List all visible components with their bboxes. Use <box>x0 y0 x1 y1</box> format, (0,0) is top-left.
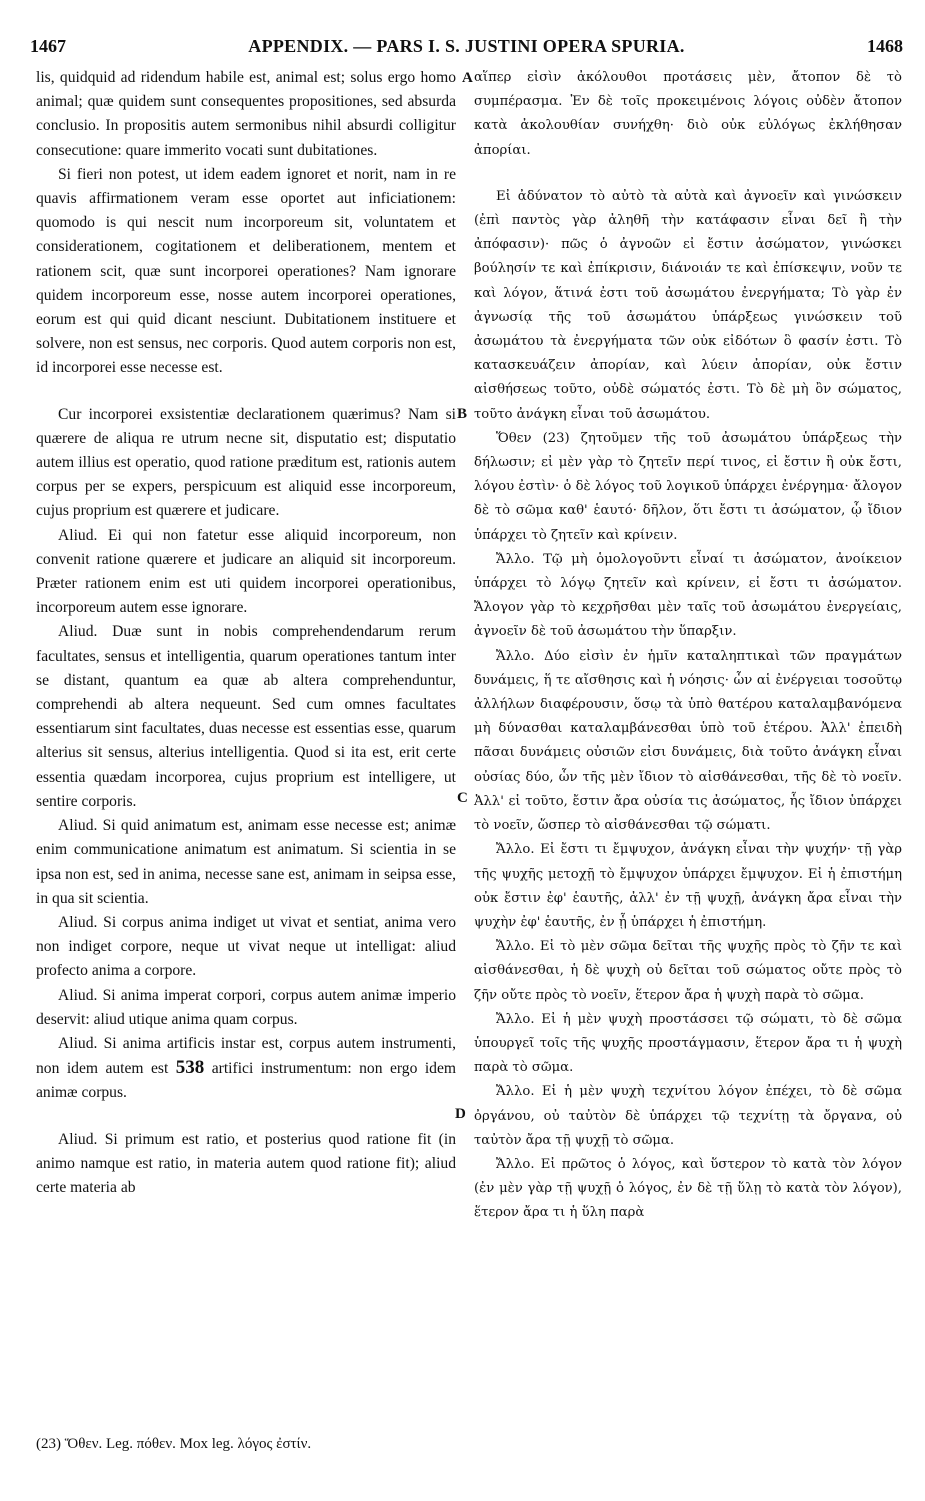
left-page-number: 1467 <box>30 36 66 56</box>
greek-column <box>474 66 902 1226</box>
greek-paragraph: Ἄλλο. Εἰ τὸ μὲν σῶμα δεῖται τῆς ψυχῆς πρὸς τὸ ζῆν τε καὶ αἰσθάνεσθαι, ἡ δὲ ψυχὴ οὐ δεῖται τοῦ σώματος οὔτε πρὸς τὸ ζῆν οὔτε πρὸς τὸ νοεῖν, ἕτερον ἄρα ἡ ψυχὴ παρὰ τὸ σῶμα. <box>474 939 902 1003</box>
latin-column <box>36 66 456 1200</box>
margin-marker-b: B <box>457 406 468 422</box>
right-page-number: 1468 <box>867 36 903 56</box>
latin-paragraph: Aliud. Duæ sunt in nobis comprehendendarum rerum facultates, sensus et intelligentia, quarum operationes tantum inter se distant, quantum ea quæ ab altera comprehenduntur, comprehendi ab altera nequeunt. Sed cum omnes facultates essentiarum sint facultates, duas necesse est essentias esse, quarum alterius sit sensus, alterius intelligentia. Quod si ita est, erit certe essentia quædam incorporea, cujus proprium est intelligere, ut sentire corporis. <box>36 623 456 810</box>
greek-paragraph: Εἰ ἀδύνατον τὸ αὐτὸ τὰ αὐτὰ καὶ ἀγνοεῖν καὶ γινώσκειν (ἐπὶ παντὸς γὰρ ἀληθῆ τὴν κατάφασιν εἶναι δεῖ ἢ τὴν ἀπόφασιν)· πῶς ὁ ἀγνοῶν εἰ ἔστιν ἀσώματον, γινώσκει βούλησίν τε καὶ ἐπίκρισιν, διάνοιάν τε καὶ ἐπίσκεψιν, νοῦν τε καὶ λόγον, ἅτινά ἐστι τοῦ ἀσωμάτου ἐνεργήματα; Τὸ γὰρ ἐν ἀγνωσίᾳ τῆς τοῦ ἀσωμάτου ὑπάρξεως γινώσκειν τοῦ ἀσωμάτου τὰ ἐνεργήματα τῶν οὐκ εἰδότων ὃ φασίν ἐστι. Τὸ κατασκευάζειν ἀπορίαν, καὶ λύειν ἀπορίαν, οὐκ ἔστιν αἰσθήσεως τοῦτο, οὐδὲ σώματός ἐστι. Τὸ δὲ μὴ ὂν σώματος, τοῦτο ἀνάγκη εἶναι τοῦ ἀσωμάτου. <box>474 188 902 422</box>
footnote: (23) Ὅθεν. Leg. πόθεν. Mox leg. λόγος ἐστίν. <box>36 1436 312 1452</box>
latin-text: artifici instrumentum: non ergo idem animæ corpus. <box>36 1060 457 1102</box>
latin-paragraph: Aliud. Ei qui non fatetur esse aliquid incorporeum, non convenit ratione quærere et judicare an aliquid sit incorporeum. Præter rationem enim est uti quidem incorporei operationibus, incorporeum autem esse ignorare. <box>36 526 456 617</box>
greek-paragraph: Ἄλλο. Δύο εἰσὶν ἐν ἡμῖν καταληπτικαὶ τῶν πραγμάτων δυνάμεις, ἥ τε αἴσθησις καὶ ἡ νόησις· ὧν αἱ ἐνέργειαι τοσοῦτῳ ἀλλήλων διαφέρουσιν, ὅσῳ τὰ ὑπὸ θατέρου καταλαμβανόμενα μὴ δύνασθαι καταλαμβάνεσθαι ὑπὸ τοῦ ἑτέρου. Ἀλλ' ἐπειδὴ πᾶσαι δυνάμεις οὐσιῶν εἰσι δυνάμεις, διὰ τοῦτο ἀνάγκη εἶναι οὐσίας δύο, ὧν τῆς μὲν ἴδιον τὸ αἰσθάνεσθαι, τῆς δὲ τὸ νοεῖν. Ἀλλ' εἰ τοῦτο, ἔστιν ἄρα οὐσία τις ἀσώματος, ἧς ἴδιον ὑπάρχει τὸ νοεῖν, ὥσπερ τὸ αἰσθάνεσθαι τῷ σώματι. <box>474 648 902 834</box>
latin-paragraph: Aliud. Si quid animatum est, animam esse necesse est; animæ enim communicatione animatum est animatum. Si scientia in se ipsa non est, sed in anima, necesse sane est, animam in seipsa esse, in qua sit scientia. <box>36 817 456 907</box>
latin-paragraph: Aliud. Si anima imperat corpori, corpus autem animæ imperio deservit: aliud utique anima quam corpus. <box>36 986 456 1028</box>
running-title: APPENDIX. — PARS I. S. JUSTINI OPERA SPURIA. <box>248 36 685 56</box>
greek-paragraph: Ἄλλο. Εἰ ἡ μὲν ψυχὴ προστάσσει τῷ σώματι, τὸ δὲ σῶμα ὑπουργεῖ τοῖς τῆς ψυχῆς προστάγμασιν, ἕτερον ἄρα τι ἡ ψυχὴ παρὰ τὸ σῶμα. <box>474 1011 902 1076</box>
margin-marker-a: A <box>462 70 473 86</box>
latin-paragraph: Aliud. Si corpus anima indiget ut vivat et sentiat, anima vero non indiget corpore, neque ut vivat neque ut intelligat: aliud profecto anima a corpore. <box>36 913 456 980</box>
greek-paragraph: αἵπερ εἰσὶν ἀκόλουθοι προτάσεις μὲν, ἄτοπον δὲ τὸ συμπέρασμα. Ἐν δὲ τοῖς προκειμένοις λόγοις οὐδὲν ἄτοπον κατὰ ἀκολουθίαν συνήχθη· διὸ οὐκ εὐλόγως ἐκλήθησαν ἀπορίαι. <box>474 70 902 158</box>
column-number: 538 <box>175 1057 205 1079</box>
latin-paragraph-with-colnum <box>36 1032 456 1106</box>
greek-paragraph: Ἄλλο. Εἰ πρῶτος ὁ λόγος, καὶ ὕστερον τὸ κατὰ τὸν λόγον (ἐν μὲν γὰρ τῇ ψυχῇ ὁ λόγος, ἐν δὲ τῇ ὕλῃ τὸ κατὰ τὸν λόγον), ἕτερον ἄρα τι ἡ ὕλη παρὰ <box>474 1156 902 1221</box>
latin-paragraph: Cur incorporei exsistentiæ declarationem quærimus? Nam si quærere de aliqua re utrum necne sit, disputatio est; disputatio autem illius est operatio, quod ratione præditum est, rationis autem corpus per se expers, perspicuum est aliquid esse incorporeum, cujus proprium est quærere et judicare. <box>36 405 456 520</box>
latin-paragraph: lis, quidquid ad ridendum habile est, animal est; solus ergo homo animal; quæ quidem sunt consequentes propositiones, sed absurda conclusio. In propositis autem sermonibus nihil absurdi colligitur consecutione: quare immerito vocati sunt dubitationes. <box>36 69 456 159</box>
margin-marker-d: D <box>455 1106 466 1122</box>
latin-text: Aliud. Si anima artificis instar est, corpus autem instrumenti, non idem autem est <box>36 1034 456 1078</box>
greek-paragraph: Ὅθεν (23) ζητοῦμεν τῆς τοῦ ἀσωμάτου ὑπάρξεως τὴν δήλωσιν; εἰ μὲν γὰρ τὸ ζητεῖν περί τινος, εἰ ἔστιν ἢ οὐκ ἔστι, λόγου ἐστὶν· ὁ δὲ λόγος τοῦ λογικοῦ ὑπάρχει ἐνέργημα· ἄλογον δὲ τὸ σῶμα καθ' ἑαυτό· δῆλον, ὅτι ἔστι τι ἀσώματον, ᾧ ἴδιον ὑπάρχει τὸ ζητεῖν καὶ κρίνειν. <box>474 430 902 543</box>
greek-paragraph: Ἄλλο. Τῷ μὴ ὁμολογοῦντι εἶναί τι ἀσώματον, ἀνοίκειον ὑπάρχει τὸ λόγῳ ζητεῖν καὶ κρίνειν, εἰ ἔστι τι ἀσώματον. Ἄλογον γὰρ τὸ κεχρῆσθαι μὲν ταῖς τοῦ ἀσωμάτου ἐνεργείαις, ἀγνοεῖν δὲ τοῦ ἀσωμάτου τὴν ὕπαρξιν. <box>474 551 902 640</box>
latin-paragraph: Si fieri non potest, ut idem eadem ignoret et norit, nam in re quavis affirmationem veram esse oportet aut inficiationem: quomodo is qui nescit num incorporeum sit, voluntatem et considerationem, cogitationem et deliberationem, mentem et rationem scit, quæ sunt incorporei operationes? Nam ignorare quidem incorporeum esse, nosse autem incorporei operationes, eorum est qui quid dicant nesciunt. Dubitationem instituere et solvere, non est sensus, nec corporis. Quod autem corporis non est, id incorporei esse necesse est. <box>36 165 456 377</box>
margin-marker-c: C <box>457 790 468 806</box>
greek-paragraph: Ἄλλο. Εἰ ἔστι τι ἔμψυχον, ἀνάγκη εἶναι τὴν ψυχήν· τῇ γὰρ τῆς ψυχῆς μετοχῇ τὸ ἔμψυχον ὑπάρχει ἔμψυχον. Εἰ ἡ ἐπιστήμη οὐκ ἔστιν ἐφ' ἑαυτῆς, ἀλλ' ἐν τῇ ψυχῇ, ἀνάγκη ἄρα εἶναι τὴν ψυχὴν ἐφ' ἑαυτῆς, ἐν ᾗ ὑπάρχει ἡ ἐπιστήμη. <box>474 842 902 930</box>
running-header <box>30 36 903 62</box>
greek-paragraph: Ἄλλο. Εἰ ἡ μὲν ψυχὴ τεχνίτου λόγον ἐπέχει, τὸ δὲ σῶμα ὀργάνου, οὐ ταὐτὸν δὲ ὑπάρχει τῷ τεχνίτῃ τὰ ὄργανα, οὐ ταὐτὸν ἄρα τῇ ψυχῇ τὸ σῶμα. <box>474 1084 902 1148</box>
latin-paragraph: Aliud. Si primum est ratio, et posterius quod ratione fit (in animo namque est ratio, in materia autem quod ratione fit); aliud certe materia ab <box>36 1130 456 1196</box>
